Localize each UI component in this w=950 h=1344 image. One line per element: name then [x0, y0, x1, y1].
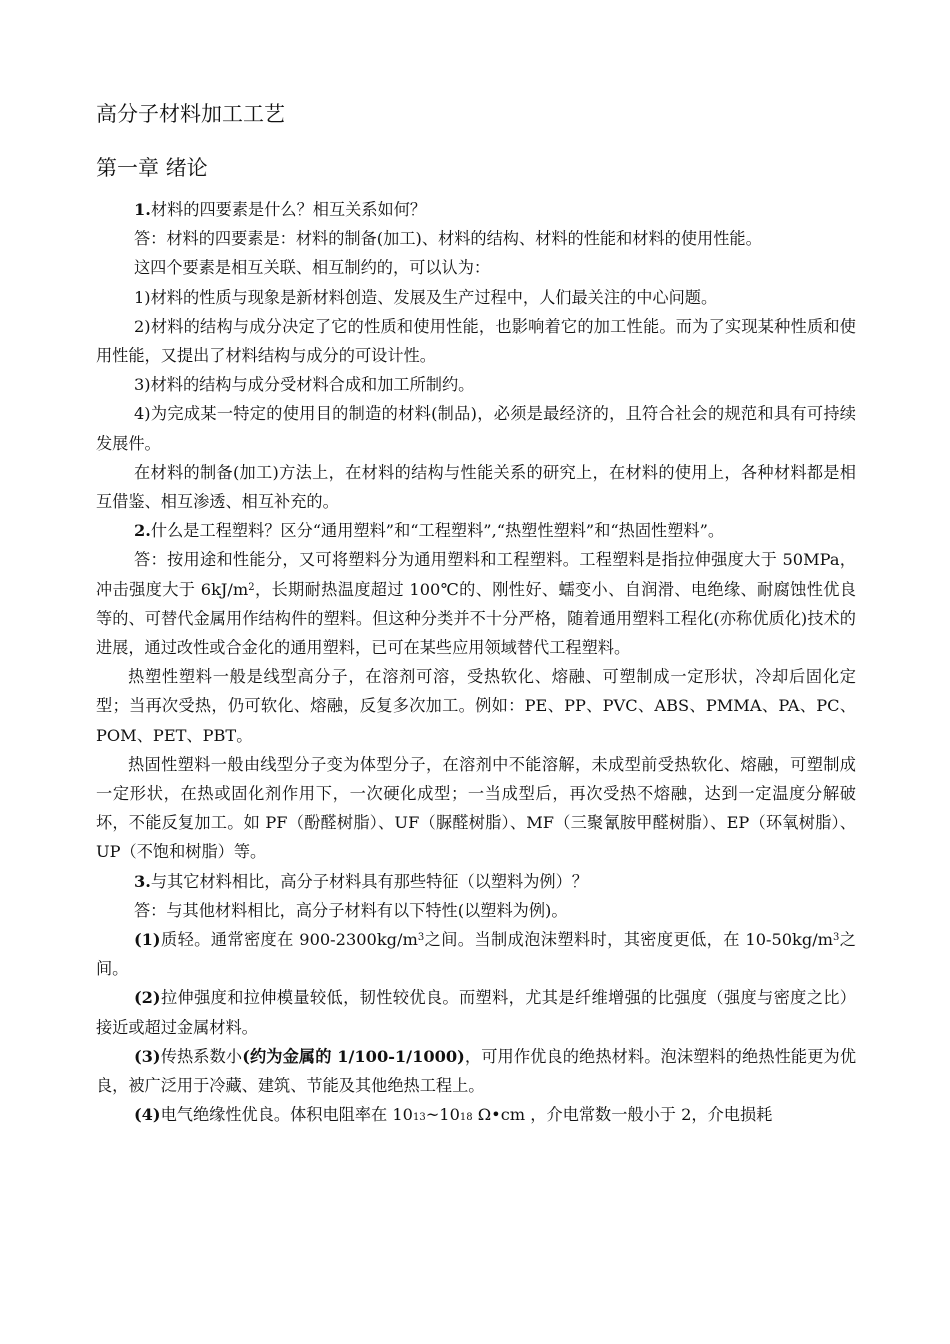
document-title: 高分子材料加工工艺 [96, 102, 285, 126]
feature-1 [96, 925, 856, 983]
question-text: 与其它材料相比，高分子材料具有那些特征（以塑料为例）？ [150, 871, 588, 891]
answer-2 [96, 545, 856, 662]
feature-text: 传热系数小 [160, 1046, 243, 1066]
answer-1-point-3: 3)材料的结构与成分受材料合成和加工所制约。 [134, 375, 475, 395]
feature-number: (3) [134, 1046, 161, 1066]
feature-4 [96, 1100, 856, 1129]
feature-text: 质轻。通常密度在 900-2300kg/m [160, 930, 418, 950]
question-text: 什么是工程塑料？区分“通用塑料”和“工程塑料”,“热塑性塑料”和“热固性塑料”。 [150, 521, 725, 541]
feature-number: (4) [134, 1105, 161, 1125]
answer-text: ，长期耐热温度超过 100℃的、刚性好、蠕变小、自润滑、电绝缘、耐腐蚀性优良等的、可替代金属用作结构件的塑料。但这种分类并不十分严格，随着通用塑料工程化(亦称优质化)技术的进展，通过改性或合金化的通用塑料，已可在某些应用领域替代工程塑料。 [96, 579, 856, 658]
answer-1-intro: 答：材料的四要素是：材料的制备(加工)、材料的结构、材料的性能和材料的使用性能。 [134, 229, 762, 249]
superscript: 2 [248, 581, 255, 593]
answer-text: 答：按用途和性能分，又可将塑料分为通用塑料和工程塑料。工程塑料是指拉伸强度大于 50MPa，冲击强度大于 6kJ/m [96, 550, 856, 599]
feature-number: (1) [134, 930, 161, 950]
question-1 [96, 195, 856, 224]
question-number: 2. [134, 521, 151, 541]
document-body [96, 195, 856, 1130]
feature-text-bold: (约为金属的 1/100-1/1000) [242, 1046, 465, 1066]
answer-1-point-4: 4)为完成某一特定的使用目的制造的材料(制品)，必须是最经济的，且符合社会的规范和具有可持续发展件。 [96, 404, 856, 453]
feature-text: 之间。当制成泡沫塑料时，其密度更低，在 10-50kg/m [424, 930, 834, 950]
answer-3-intro: 答：与其他材料相比，高分子材料有以下特性(以塑料为例)。 [134, 900, 568, 920]
feature-text: 电气绝缘性优良。体积电阻率在 10 [160, 1105, 413, 1125]
thermoset-paragraph: 热固性塑料一般由线型分子变为体型分子，在溶剂中不能溶解，未成型前受热软化、熔融，可塑制成一定形状，在热或固化剂作用下，一次硬化成型；一当成型后，再次受热不熔融，达到一定温度分解破坏，不能反复加工。如 PF（酚醛树脂）、UF（脲醛树脂）、MF（三聚氰胺甲醛树脂）、EP（环氧树脂）、UP（不饱和树脂）等。 [96, 754, 856, 862]
answer-1-point-2: 2)材料的结构与成分决定了它的性质和使用性能，也影响着它的加工性能。而为了实现某种性质和使用性能，又提出了材料结构与成分的可设计性。 [96, 316, 856, 366]
feature-text: ~10 [425, 1105, 460, 1125]
answer-1-point-1: 1)材料的性质与现象是新材料创造、发展及生产过程中，人们最关注的中心问题。 [134, 287, 718, 307]
question-number: 1. [134, 200, 151, 219]
question-3 [96, 867, 856, 896]
feature-text: 拉伸强度和拉伸模量较低，韧性较优良。而塑料，尤其是纤维增强的比强度（强度与密度之比）接近或超过金属材料。 [96, 988, 856, 1037]
thermoplastic-paragraph: 热塑性塑料一般是线型高分子，在溶剂可溶，受热软化、熔融、可塑制成一定形状，冷却后固化定型；当再次受热，仍可软化、熔融，反复多次加工。例如：PE、PP、PVC、ABS、PMMA、PA、PC、POM、PET、PBT。 [96, 667, 856, 745]
exponent: 13 [412, 1112, 426, 1124]
exponent: 18 [459, 1112, 473, 1124]
feature-text: ，可用作优良的绝热材料。泡沫塑料的绝热性能更为优良，被广泛用于冷藏、建筑、节能及其他绝热工程上。 [96, 1046, 857, 1096]
feature-2 [96, 983, 856, 1041]
answer-1-relation: 这四个要素是相互关联、相互制约的，可以认为： [134, 258, 491, 278]
feature-text: 之间。 [96, 930, 856, 979]
superscript: 3 [417, 932, 425, 944]
question-text: 材料的四要素是什么？相互关系如何？ [150, 200, 427, 219]
feature-number: (2) [134, 988, 161, 1008]
chapter-heading: 第一章 绪论 [96, 156, 208, 180]
question-2 [96, 516, 856, 545]
question-number: 3. [134, 871, 151, 891]
feature-3 [96, 1042, 856, 1100]
answer-1-summary: 在材料的制备(加工)方法上，在材料的结构与性能关系的研究上，在材料的使用上，各种材料都是相互借鉴、相互渗透、相互补充的。 [96, 462, 856, 512]
superscript: 3 [833, 932, 840, 944]
feature-text: Ω•cm ，介电常数一般小于 2，介电损耗 [472, 1105, 773, 1125]
